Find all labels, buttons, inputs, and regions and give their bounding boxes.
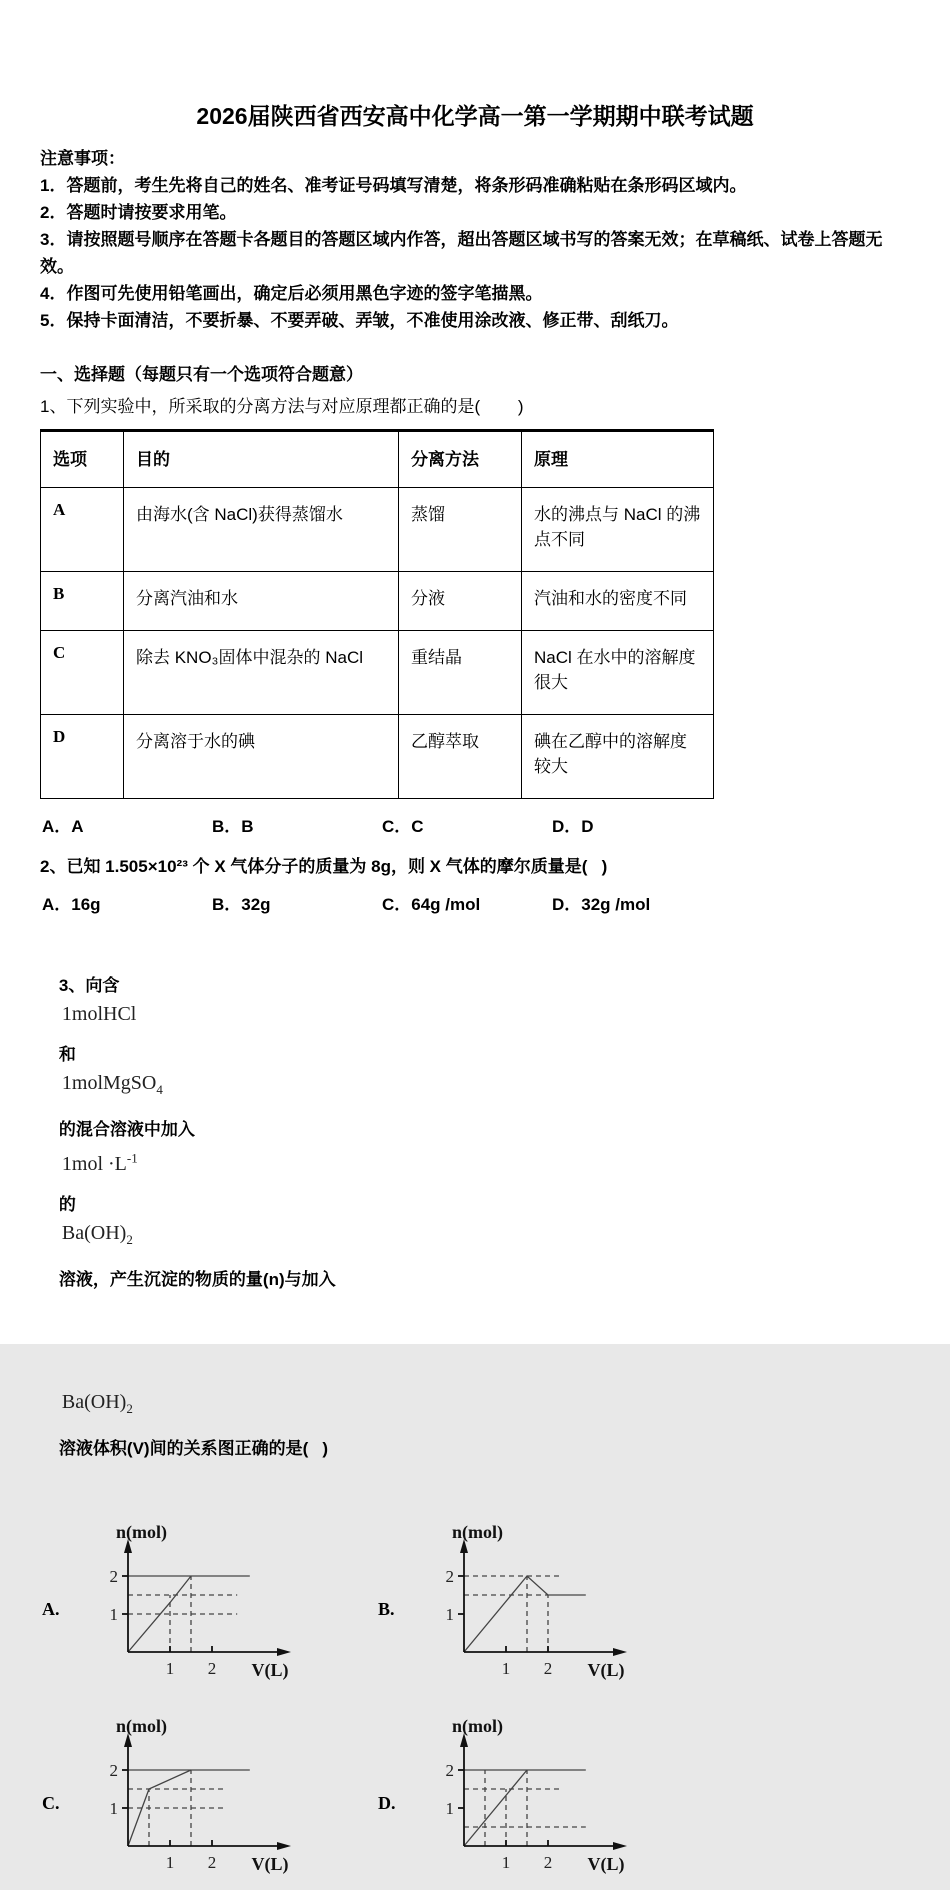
q2-choice-c: C．64g /mol: [382, 895, 481, 914]
graph-option-c: [42, 1718, 378, 1890]
q1-choice-d: D．D: [552, 817, 594, 836]
formula-baoh2: [59, 1221, 136, 1247]
table-row: [41, 715, 714, 799]
formula-subscript: 2: [126, 1400, 133, 1416]
svg-text:2: 2: [445, 1760, 454, 1780]
graph-option-a: [42, 1524, 378, 1696]
formula-hcl: [59, 1003, 139, 1025]
q2-answer-choices: [42, 890, 910, 915]
notice-item-5: 5．保持卡面清洁，不要折暴、不要弄破、弄皱，不准使用涂改液、修正带、刮纸刀。: [40, 311, 679, 330]
q3-text-6: 溶液体积(V)间的关系图正确的是( ): [58, 1438, 329, 1458]
q1-stem: 1、下列实验中，所采取的分离方法与对应原理都正确的是( ): [40, 397, 524, 416]
row-option: A: [41, 488, 124, 572]
row-purpose: 分离溶于水的碘: [124, 715, 399, 799]
graph-option-d: [378, 1718, 714, 1890]
graph-option-b: [378, 1524, 714, 1696]
notice-item-4: 4．作图可先使用铅笔画出，确定后必须用黑色字迹的签字笔描黑。: [40, 284, 543, 303]
formula-text: 1molMgSO: [61, 1072, 157, 1094]
formula-text: Ba(OH): [61, 1221, 127, 1244]
header-method: 分离方法: [399, 431, 522, 488]
notice-heading: 注意事项：: [40, 149, 125, 168]
header-principle: 原理: [522, 431, 714, 488]
q3-text-4: 的: [58, 1194, 76, 1214]
header-purpose: 目的: [124, 431, 399, 488]
svg-text:V(L): V(L): [587, 1659, 625, 1680]
graph-option-letter: B.: [378, 1599, 395, 1620]
table-row: [41, 488, 714, 572]
q3-stem-line1: [40, 935, 910, 1331]
svg-text:2: 2: [207, 1852, 217, 1872]
svg-text:2: 2: [109, 1566, 118, 1586]
row-method: 重结晶: [399, 631, 522, 715]
svg-text:1: 1: [445, 1604, 454, 1624]
svg-text:1: 1: [165, 1852, 175, 1872]
svg-text:1: 1: [109, 1798, 118, 1818]
row-purpose: 由海水(含 NaCl)获得蒸馏水: [124, 488, 399, 572]
formula-subscript: 4: [156, 1082, 163, 1097]
formula-superscript: -1: [126, 1150, 138, 1165]
svg-text:n(mol): n(mol): [116, 1523, 167, 1542]
row-option: B: [41, 572, 124, 631]
svg-text:2: 2: [109, 1760, 118, 1780]
q1-choice-b: B．B: [212, 817, 254, 836]
row-method: 分液: [399, 572, 522, 631]
row-purpose: 除去 KNO₃固体中混杂的 NaCl: [124, 631, 399, 715]
svg-text:V(L): V(L): [251, 1659, 289, 1680]
svg-text:1: 1: [165, 1658, 175, 1678]
page-title: 2026届陕西省西安高中化学高一第一学期期中联考试题: [196, 103, 754, 129]
q1-choice-a: A．A: [42, 817, 84, 836]
graph-option-letter: A.: [42, 1599, 60, 1620]
row-purpose: 分离汽油和水: [124, 572, 399, 631]
formula-molarity: [59, 1150, 141, 1175]
q3-graph-d: [428, 1718, 690, 1890]
q3-graph-c: [92, 1718, 354, 1890]
table-row: [41, 572, 714, 631]
notice-item-3: 3．请按照题号顺序在答题卡各题目的答题区域内作答，超出答题区域书写的答案无效；在草稿纸、试卷上答题无效。: [40, 230, 883, 276]
notice-item-1: 1．答题前，考生先将自己的姓名、准考证号码填写清楚，将条形码准确粘贴在条形码区域内。: [40, 176, 747, 195]
q2-choice-a: A．16g: [42, 895, 101, 914]
q3-text-3: 的混合溶液中加入: [58, 1120, 195, 1139]
formula-text: 1molHCl: [61, 1003, 137, 1025]
q1-table: [40, 429, 714, 799]
section-heading: 一、选择题（每题只有一个选项符合题意）: [40, 365, 363, 384]
svg-text:V(L): V(L): [251, 1853, 289, 1874]
row-option: C: [41, 631, 124, 715]
svg-text:1: 1: [501, 1852, 511, 1872]
svg-text:1: 1: [501, 1658, 511, 1678]
q2-choice-b: B．32g: [212, 895, 271, 914]
svg-text:V(L): V(L): [587, 1853, 625, 1874]
formula-mgso4: [59, 1072, 166, 1097]
svg-text:1: 1: [109, 1604, 118, 1624]
svg-text:n(mol): n(mol): [452, 1717, 503, 1736]
q2-stem: 2、已知 1.505×10²³ 个 X 气体分子的质量为 8g，则 X 气体的摩尔质量是( ): [40, 857, 608, 876]
svg-text:n(mol): n(mol): [116, 1717, 167, 1736]
formula-baoh2: [59, 1390, 136, 1416]
row-option: D: [41, 715, 124, 799]
q1-answer-choices: [42, 812, 910, 837]
notice-item-2: 2．答题时请按要求用笔。: [40, 203, 237, 222]
formula-text: Ba(OH): [61, 1390, 127, 1413]
q3-stem-line2: [40, 1357, 910, 1500]
svg-text:1: 1: [445, 1798, 454, 1818]
svg-text:n(mol): n(mol): [452, 1523, 503, 1542]
svg-text:2: 2: [207, 1658, 217, 1678]
header-option: 选项: [41, 431, 124, 488]
q3-graph-b: [428, 1524, 690, 1696]
row-principle: 水的沸点与 NaCl 的沸点不同: [522, 488, 714, 572]
svg-text:2: 2: [543, 1852, 553, 1872]
q2-choice-d: D．32g /mol: [552, 895, 651, 914]
formula-text: 1mol ·L: [61, 1152, 127, 1175]
formula-subscript: 2: [126, 1231, 133, 1247]
table-header-row: [41, 431, 714, 488]
q3-graph-a: [92, 1524, 354, 1696]
row-principle: 碘在乙醇中的溶解度较大: [522, 715, 714, 799]
table-row: [41, 631, 714, 715]
q3-text-5: 溶液，产生沉淀的物质的量(n)与加入: [58, 1269, 336, 1289]
graph-option-letter: C.: [42, 1793, 60, 1814]
graph-option-letter: D.: [378, 1793, 396, 1814]
q3-graph-options: [42, 1524, 910, 1890]
notice-section: [40, 145, 910, 334]
svg-text:2: 2: [445, 1566, 454, 1586]
q1-choice-c: C．C: [382, 817, 424, 836]
row-method: 乙醇萃取: [399, 715, 522, 799]
q3-text-2: 和: [58, 1045, 76, 1064]
q3-text-1: 3、向含: [58, 976, 120, 995]
row-method: 蒸馏: [399, 488, 522, 572]
svg-text:2: 2: [543, 1658, 553, 1678]
row-principle: NaCl 在水中的溶解度很大: [522, 631, 714, 715]
row-principle: 汽油和水的密度不同: [522, 572, 714, 631]
